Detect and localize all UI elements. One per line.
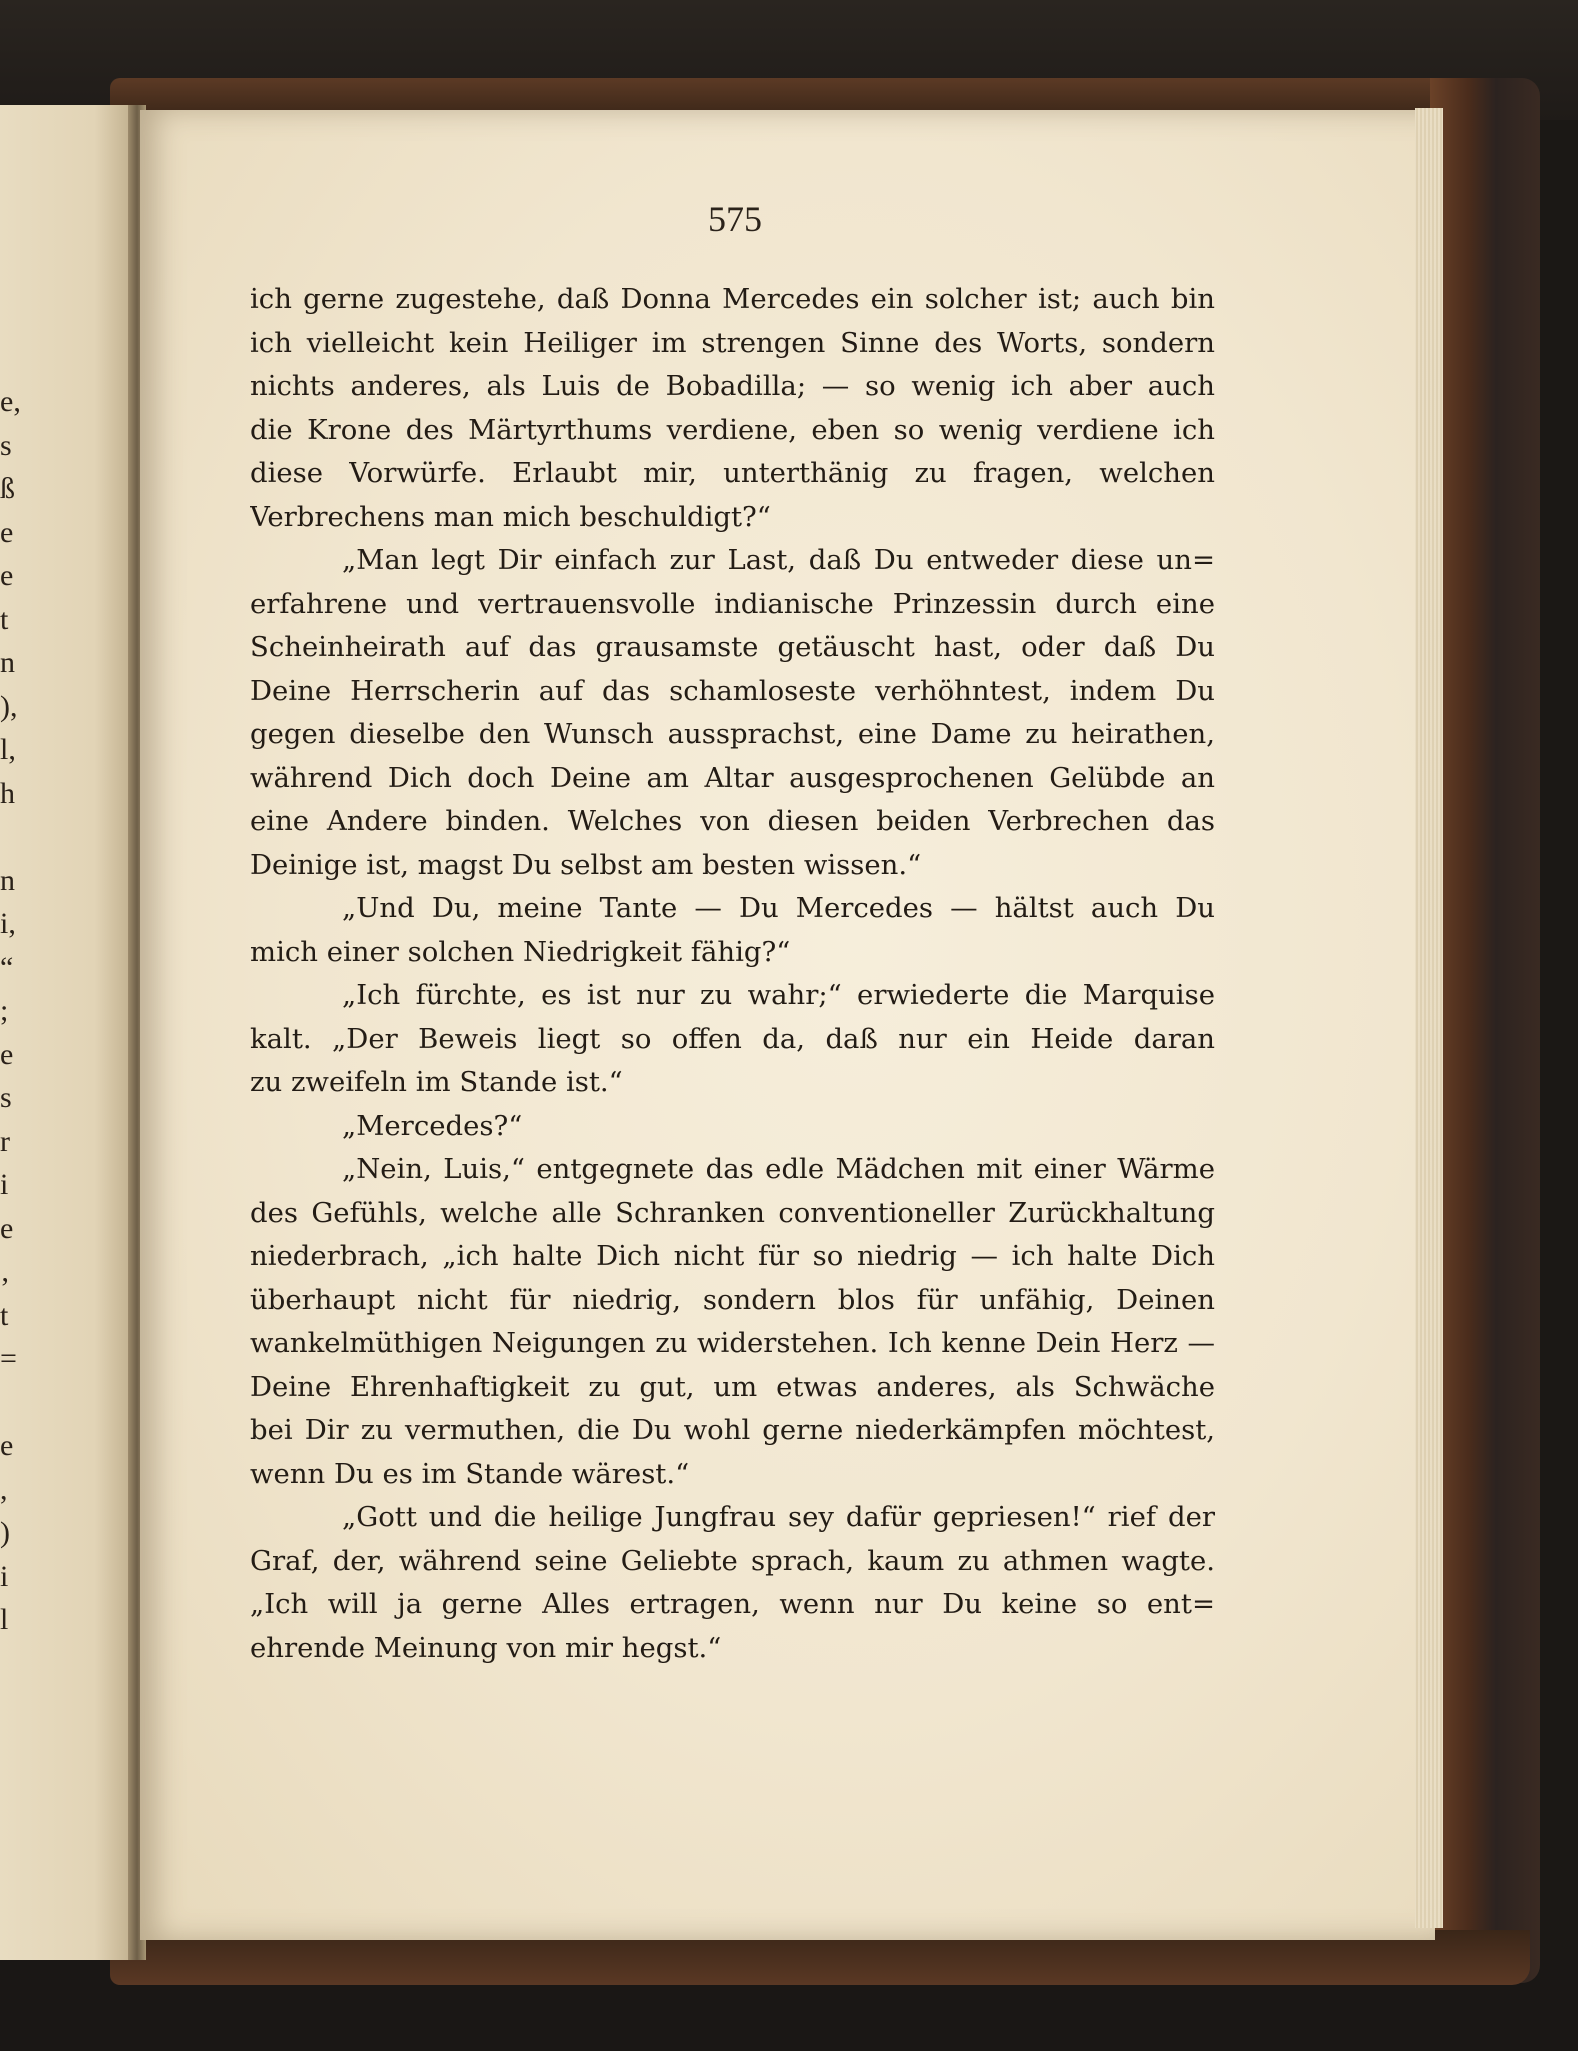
edge-letter: e	[0, 515, 14, 549]
edge-letter: i	[0, 1559, 9, 1593]
edge-letter: ‚	[0, 1255, 10, 1288]
text-line: erfahrene und vertrauensvolle indianische Prinzessin durch eine	[250, 587, 1215, 620]
text-line: wankelmüthigen Neigungen zu widerstehen. Ich kenne Dein Herz —	[250, 1327, 1215, 1359]
text-line: bei Dir zu vermuthen, die Du wohl gerne niederkämpfen möchtest,	[250, 1414, 1215, 1446]
text-line: diese Vorwürfe. Erlaubt mir, unterthänig zu fragen, welchen	[250, 457, 1215, 489]
text-line: Scheinheirath auf das grausamste getäuscht hast, oder daß Du	[250, 631, 1215, 663]
text-line: des Gefühls, welche alle Schranken conventioneller Zurückhaltung	[250, 1196, 1215, 1229]
edge-letter	[0, 1381, 30, 1425]
previous-page-edge-letters	[0, 380, 30, 1642]
text-line: Deine Ehrenhaftigkeit zu gut, um etwas anderes, als Schwäche	[250, 1370, 1215, 1403]
book-cover-right	[1430, 78, 1540, 1983]
text-line: ich vielleicht kein Heiliger im strengen Sinne des Worts, sondern	[250, 326, 1215, 359]
edge-letter: “	[0, 950, 14, 984]
page-text	[250, 278, 1215, 1670]
edge-letter: h	[0, 776, 15, 810]
text-line: die Krone des Märtyrthums verdiene, eben so wenig verdiene ich	[250, 413, 1215, 446]
text-line: „Ich fürchte, es ist nur zu wahr;“ erwiederte die Marquise	[342, 979, 1215, 1011]
text-line: „Gott und die heilige Jungfrau sey dafür gepriesen!“ rief der	[342, 1501, 1215, 1533]
edge-letter: ;	[0, 994, 9, 1027]
edge-letter: n	[0, 863, 15, 897]
text-line: wenn Du es im Stande wärest.“	[250, 1457, 690, 1490]
edge-letter: t	[0, 602, 9, 636]
page-number: 575	[708, 199, 762, 239]
edge-letter: ),	[0, 689, 18, 723]
text-line: „Man legt Dir einfach zur Last, daß Du entweder diese un=	[342, 544, 1215, 576]
text-line: Graf, der, während seine Geliebte sprach, kaum zu athmen wagte.	[250, 1544, 1215, 1577]
text-line: zu zweifeln im Stande ist.“	[250, 1066, 623, 1098]
text-line: Deine Herrscherin auf das schamloseste verhöhntest, indem Du	[250, 674, 1215, 707]
text-line: gegen dieselbe den Wunsch aussprachst, eine Dame zu heirathen,	[250, 718, 1215, 750]
text-line: „Mercedes?“	[342, 1109, 523, 1142]
text-line: „Nein, Luis,“ entgegnete das edle Mädchen mit einer Wärme	[342, 1153, 1215, 1185]
edge-letter: e	[0, 559, 14, 592]
text-line: niederbrach, „ich halte Dich nicht für so niedrig — ich halte Dich	[250, 1240, 1215, 1272]
text-line: Verbrechens man mich beschuldigt?“	[250, 500, 771, 533]
page-stack-edge	[1415, 108, 1443, 1928]
edge-letter: r	[0, 1124, 10, 1158]
previous-page-edge	[0, 105, 135, 1960]
edge-letter: e	[0, 1429, 14, 1462]
edge-letter: e	[0, 1037, 14, 1071]
edge-letter: )	[0, 1516, 10, 1549]
text-line: „Und Du, meine Tante — Du Mercedes — hältst auch Du	[342, 892, 1215, 924]
edge-letter: e	[0, 1211, 14, 1245]
edge-letter: l	[0, 1603, 9, 1636]
text-line: „Ich will ja gerne Alles ertragen, wenn nur Du keine so ent=	[250, 1588, 1215, 1620]
edge-letter: n	[0, 646, 15, 679]
text-line: mich einer solchen Niedrigkeit fähig?“	[250, 935, 791, 968]
text-line: ich gerne zugestehe, daß Donna Mercedes ein solcher ist; auch bin	[250, 283, 1215, 315]
text-line: eine Andere binden. Welches von diesen beiden Verbrechen das	[250, 805, 1215, 837]
edge-letter: ß	[0, 472, 15, 505]
edge-letter: t	[0, 1298, 9, 1332]
edge-letter: s	[0, 428, 12, 462]
text-line: überhaupt nicht für niedrig, sondern blos für unfähig, Deinen	[250, 1283, 1215, 1316]
edge-letter: l,	[0, 733, 16, 766]
text-line: kalt. „Der Beweis liegt so offen da, daß nur ein Heide daran	[250, 1022, 1215, 1055]
edge-letter: i	[0, 1168, 9, 1201]
edge-letter: =	[0, 1342, 17, 1375]
edge-letter: s	[0, 1081, 12, 1114]
edge-letter: e,	[0, 385, 21, 418]
text-line: Deinige ist, magst Du selbst am besten wissen.“	[250, 848, 922, 881]
text-line: nichts anderes, als Luis de Bobadilla; — so wenig ich aber auch	[250, 370, 1215, 402]
text-line: während Dich doch Deine am Altar ausgesprochenen Gelübde an	[250, 761, 1215, 794]
edge-letter	[0, 815, 30, 859]
edge-letter: ,	[0, 1472, 8, 1506]
text-line: ehrende Meinung von mir hegst.“	[250, 1631, 722, 1664]
edge-letter: i,	[0, 907, 16, 940]
